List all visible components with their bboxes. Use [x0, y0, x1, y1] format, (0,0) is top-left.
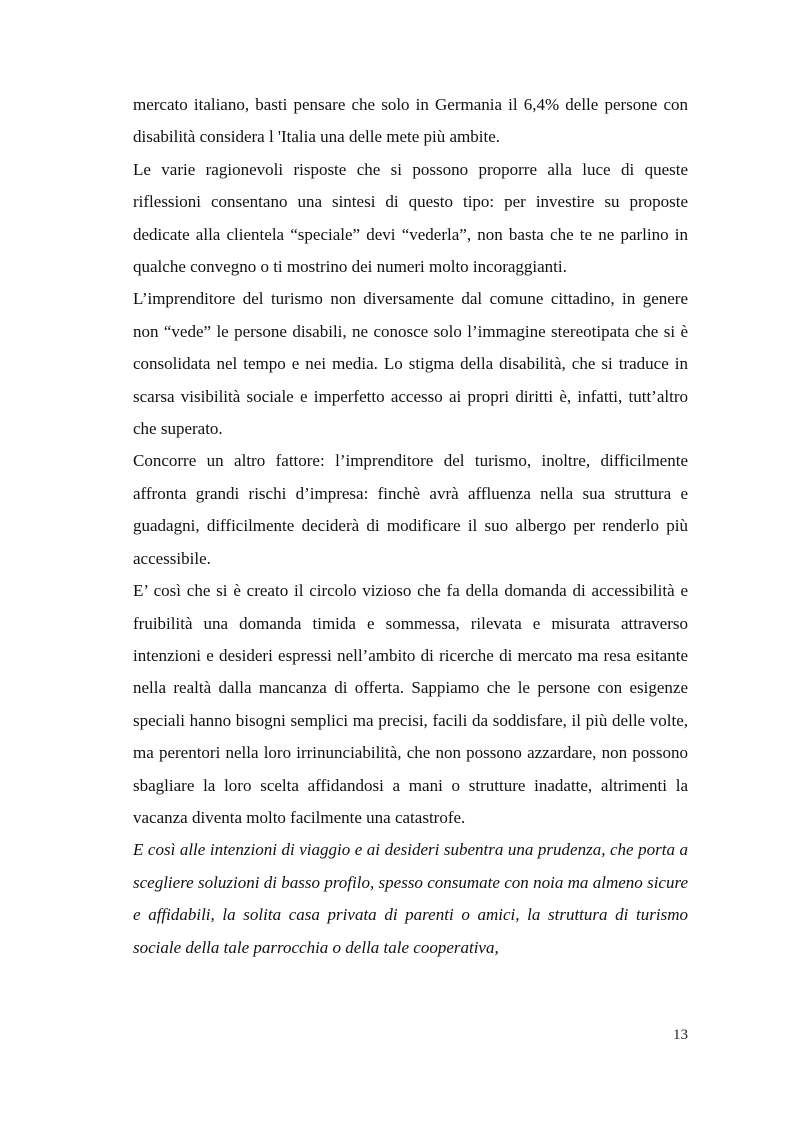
- page-number: 13: [673, 1027, 688, 1043]
- paragraph-5: E’ così che si è creato il circolo vizioso che fa della domanda di accessibilità e fruibilità una domanda timida e sommessa, rilevata e misurata attraverso intenzioni e desideri espressi nell’ambito di ricerche di mercato ma resa esitante nella realtà dalla mancanza di offerta. Sappiamo che le persone con esigenze speciali hanno bisogni semplici ma precisi, facili da soddisfare, il più delle volte, ma perentori nella loro irrinunciabilità, che non possono azzardare, non possono sbagliare la loro scelta affidandosi a mani o strutture inadatte, altrimenti la vacanza diventa molto facilmente una catastrofe.: [133, 581, 688, 827]
- paragraph-2: Le varie ragionevoli risposte che si possono proporre alla luce di queste riflessioni consentano una sintesi di questo tipo: per investire su proposte dedicate alla clientela “speciale” devi “vederla”, non basta che te ne parlino in qualche convegno o ti mostrino dei numeri molto incoraggianti.: [133, 159, 688, 277]
- body-text: [133, 89, 688, 964]
- paragraph-1: mercato italiano, basti pensare che solo in Germania il 6,4% delle persone con disabilità considera l 'Italia una delle mete più ambite.: [133, 95, 688, 147]
- paragraph-6-italic: E così alle intenzioni di viaggio e ai desideri subentra una prudenza, che porta a scegliere soluzioni di basso profilo, spesso consumate con noia ma almeno sicure e affidabili, la solita casa privata di parenti o amici, la struttura di turismo sociale della tale parrocchia o della tale cooperativa,: [133, 840, 688, 957]
- paragraph-3: L’imprenditore del turismo non diversamente dal comune cittadino, in genere non “vede” le persone disabili, ne conosce solo l’immagine stereotipata che si è consolidata nel tempo e nei media. Lo stigma della disabilità, che si traduce in scarsa visibilità sociale e imperfetto accesso ai propri diritti è, infatti, tutt’altro che superato.: [133, 289, 688, 439]
- paragraph-4: Concorre un altro fattore: l’imprenditore del turismo, inoltre, difficilmente affronta grandi rischi d’impresa: finchè avrà affluenza nella sua struttura e guadagni, difficilmente deciderà di modificare il suo albergo per renderlo più accessibile.: [133, 451, 688, 568]
